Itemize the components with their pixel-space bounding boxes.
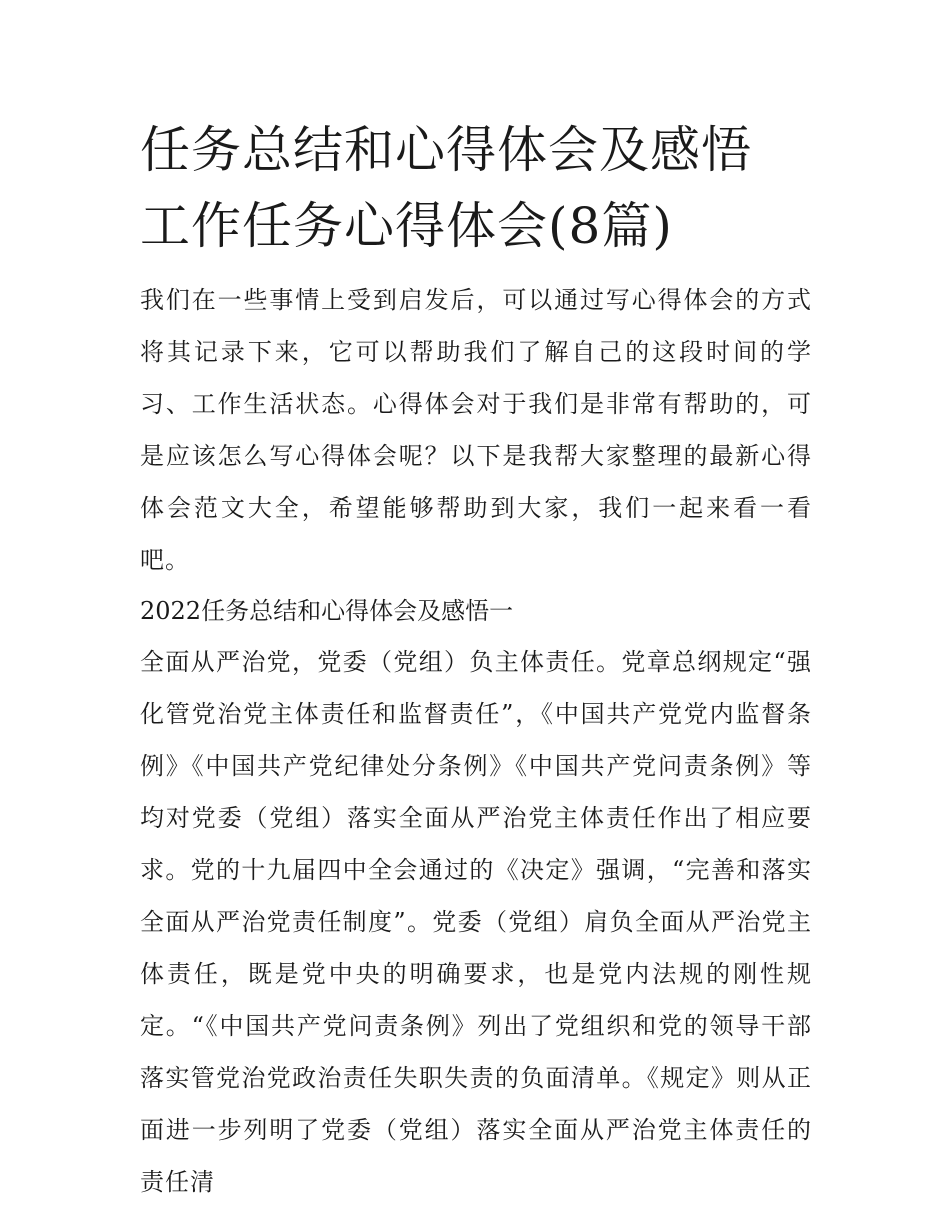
body-paragraph: 全面从严治党，党委（党组）负主体责任。党章总纲规定“强化管党治党主体责任和监督责任”，《中国共产党党内监督条例》《中国共产党纪律处分条例》《中国共产党问责条例》等均对党委（党组）落实全面从严治党主体责任作出了相应要求。党的十九届四中全会通过的《决定》强调，“完善和落实全面从严治党责任制度”。党委（党组）肩负全面从严治党主体责任，既是党中央的明确要求，也是党内法规的刚性规定。“《中国共产党问责条例》列出了党组织和党的领导干部落实管党治党政治责任失职失责的负面清单。《规定》则从正面进一步列明了党委（党组）落实全面从严治党主体责任的责任清 — [140, 648, 812, 1196]
document-page — [140, 112, 812, 1208]
intro-paragraph: 我们在一些事情上受到启发后，可以通过写心得体会的方式将其记录下来，它可以帮助我们了解自己的这段时间的学习、工作生活状态。心得体会对于我们是非常有帮助的，可是应该怎么写心得体会呢？以下是我帮大家整理的最新心得体会范文大全，希望能够帮助到大家，我们一起来看一看吧。 — [140, 286, 812, 574]
section-heading: 2022任务总结和心得体会及感悟一 — [140, 597, 514, 625]
document-title: 任务总结和心得体会及感悟 工作任务心得体会(8篇) — [140, 121, 752, 255]
